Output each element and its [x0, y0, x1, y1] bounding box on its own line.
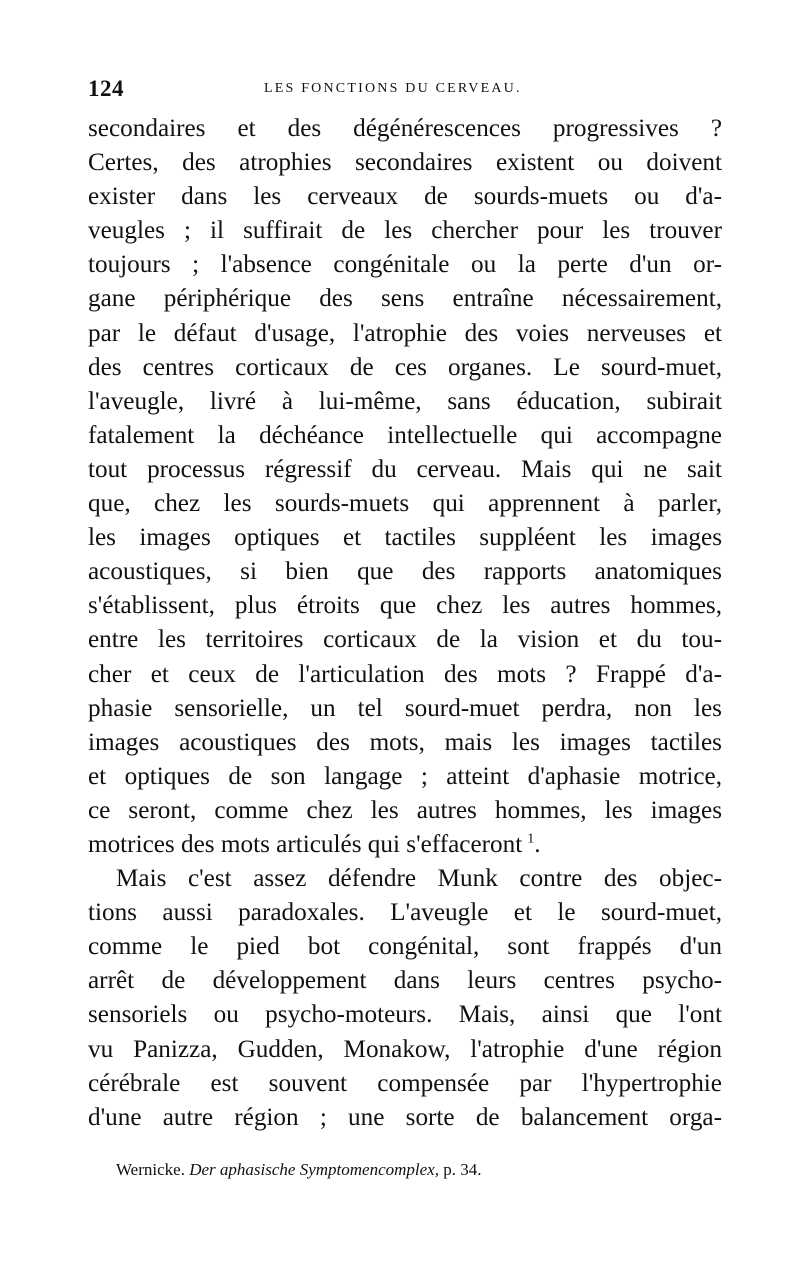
text-line: images acoustiques des mots, mais les images tactiles	[88, 728, 722, 756]
text-line: gane périphérique des sens entraîne nécessairement,	[88, 285, 722, 313]
text-line: vu Panizza, Gudden, Monakow, l'atrophie d'une région	[88, 1035, 722, 1063]
text-line: les images optiques et tactiles suppléent les images	[88, 524, 722, 552]
text-line: et optiques de son langage ; atteint d'aphasie motrice,	[88, 762, 722, 790]
text-line: acoustiques, si bien que des rapports anatomiques	[88, 558, 722, 586]
paragraph-2	[88, 862, 722, 1135]
body-text	[88, 112, 722, 1135]
text-line: sensoriels ou psycho-moteurs. Mais, ainsi que l'ont	[88, 1001, 722, 1029]
text-line: Certes, des atrophies secondaires existent ou doivent	[88, 149, 722, 177]
running-title: LES FONCTIONS DU CERVEAU.	[264, 81, 522, 96]
footnote-author: Wernicke.	[116, 1160, 185, 1179]
page-number: 124	[88, 76, 124, 101]
text-line: phasie sensorielle, un tel sourd-muet perdra, non les	[88, 694, 722, 722]
text-line: tout processus régressif du cerveau. Mais qui ne sait	[88, 455, 722, 483]
footnote-reference: 1	[527, 831, 535, 847]
page-header	[88, 76, 720, 106]
text-line: cher et ceux de l'articulation des mots ? Frappé d'a-	[88, 660, 722, 688]
text-line: s'établissent, plus étroits que chez les autres hommes,	[88, 592, 722, 620]
text-line: Mais c'est assez défendre Munk contre des objec-	[116, 865, 722, 893]
text-line: tions aussi paradoxales. L'aveugle et le sourd-muet,	[88, 899, 722, 927]
text-line: exister dans les cerveaux de sourds-muets ou d'a-	[88, 183, 722, 211]
text-line: que, chez les sourds-muets qui apprennent à parler,	[88, 490, 722, 518]
text-line-last	[88, 828, 722, 862]
text-line: l'aveugle, livré à lui-même, sans éducation, subirait	[88, 387, 722, 415]
text-line: des centres corticaux de ces organes. Le sourd-muet,	[88, 353, 722, 381]
text-line: toujours ; l'absence congénitale ou la perte d'un or-	[88, 251, 722, 279]
text-line: par le défaut d'usage, l'atrophie des voies nerveuses et	[88, 319, 722, 347]
footnote	[116, 1160, 481, 1180]
text-line: d'une autre région ; une sorte de balancement orga-	[88, 1103, 722, 1131]
text-line: secondaires et des dégénérescences progressives ?	[88, 115, 722, 142]
text-line: entre les territoires corticaux de la vision et du tou-	[88, 626, 722, 654]
last-line-text: motrices des mots articulés qui s'effaceront	[88, 830, 523, 858]
text-line: ce seront, comme chez les autres hommes, les images	[88, 796, 722, 824]
text-line: fatalement la déchéance intellectuelle qui accompagne	[88, 421, 722, 449]
text-line: arrêt de développement dans leurs centres psycho-	[88, 967, 722, 995]
text-line: comme le pied bot congénital, sont frappés d'un	[88, 933, 722, 961]
footnote-page: p. 34.	[443, 1160, 482, 1179]
footnote-title: Der aphasische Symptomencomplex,	[189, 1160, 439, 1179]
last-line-end: .	[534, 830, 541, 858]
paragraph-1	[88, 112, 722, 862]
text-line: cérébrale est souvent compensée par l'hypertrophie	[88, 1069, 722, 1097]
text-line: veugles ; il suffirait de les chercher pour les trouver	[88, 217, 722, 245]
